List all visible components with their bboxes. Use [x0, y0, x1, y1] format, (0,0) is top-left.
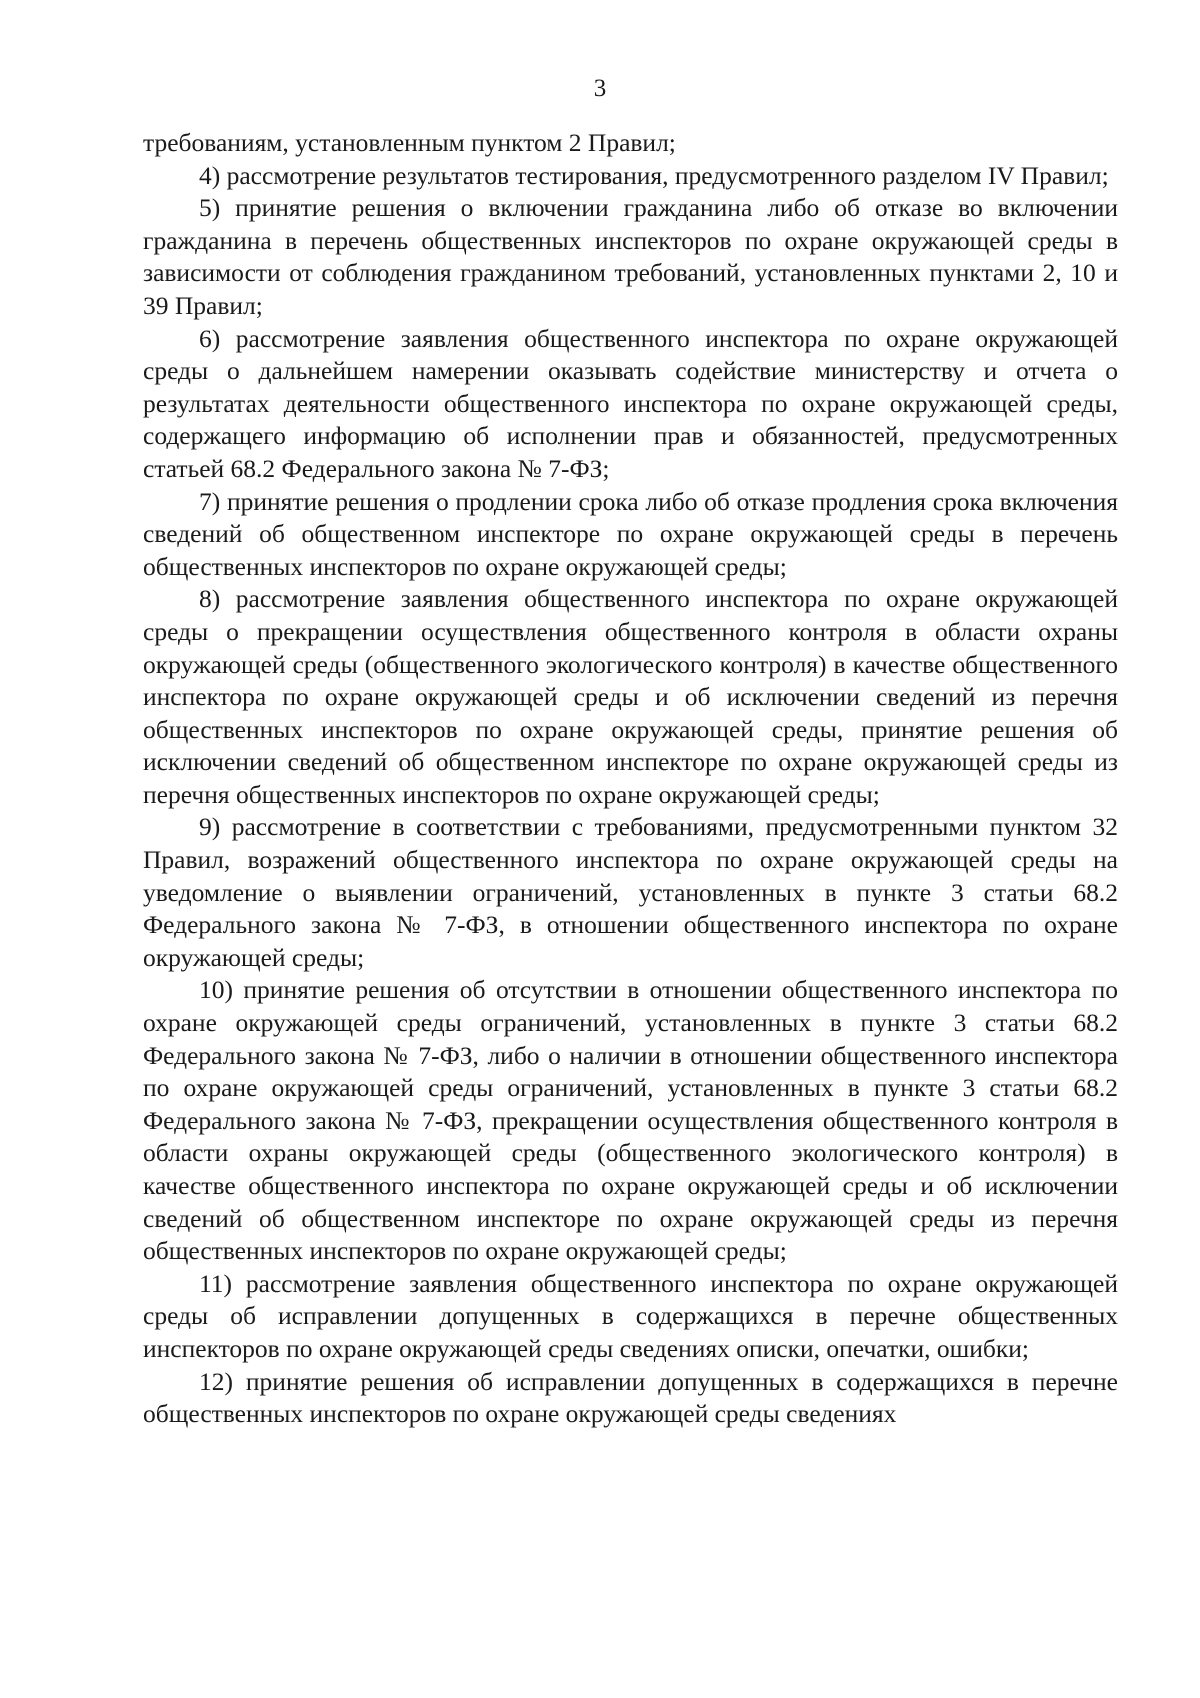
- page-number: 3: [593, 75, 607, 102]
- paragraph-5: 7) принятие решения о продлении срока либо об отказе продления срока включения сведений об общественном инспекторе по охране окружающей среды в перечень общественных инспекторов по охране окружающей среды;: [143, 486, 1118, 581]
- paragraph-10: 12) принятие решения об исправлении допущенных в содержащихся в перечне общественных инспекторов по охране окружающей среды сведениях: [143, 1366, 1118, 1429]
- paragraph-6: 8) рассмотрение заявления общественного инспектора по охране окружающей среды о прекращении осуществления общественного контроля в области охраны окружающей среды (общественного экологического контроля) в качестве общественного инспектора по охране окружающей среды и об исключении сведений из перечня общественных инспекторов по охране окружающей среды, принятие решения об исключении сведений об общественном инспекторе по охране окружающей среды из перечня общественных инспекторов по охране окружающей среды;: [143, 584, 1118, 809]
- paragraph-1: требованиям, установленным пунктом 2 Правил;: [143, 128, 676, 157]
- paragraph-4: 6) рассмотрение заявления общественного инспектора по охране окружающей среды о дальнейшем намерении оказывать содействие министерству и отчета о результатах деятельности общественного инспектора по охране окружающей среды, содержащего информацию об исполнении прав и обязанностей, предусмотренных статьей 68.2 Федерального закона № 7-ФЗ;: [143, 323, 1118, 483]
- paragraph-9: 11) рассмотрение заявления общественного инспектора по охране окружающей среды об исправлении допущенных в содержащихся в перечне общественных инспекторов по охране окружающей среды сведениях описки, опечатки, ошибки;: [143, 1268, 1118, 1363]
- paragraph-7: 9) рассмотрение в соответствии с требованиями, предусмотренными пунктом 32 Правил, возражений общественного инспектора по охране окружающей среды на уведомление о выявлении ограничений, установленных в пункте 3 статьи 68.2 Федерального закона № 7-ФЗ, в отношении общественного инспектора по охране окружающей среды;: [143, 812, 1118, 972]
- paragraph-8: 10) принятие решения об отсутствии в отношении общественного инспектора по охране окружающей среды ограничений, установленных в пункте 3 статьи 68.2 Федерального закона № 7-ФЗ, либо о наличии в отношении общественного инспектора по охране окружающей среды ограничений, установленных в пункте 3 статьи 68.2 Федерального закона № 7-ФЗ, прекращении осуществления общественного контроля в области охраны окружающей среды (общественного экологического контроля) в качестве общественного инспектора по охране окружающей среды и об исключении сведений об общественном инспекторе по охране окружающей среды из перечня общественных инспекторов по охране окружающей среды;: [143, 975, 1118, 1266]
- paragraph-3: 5) принятие решения о включении гражданина либо об отказе во включении гражданина в перечень общественных инспекторов по охране окружающей среды в зависимости от соблюдения гражданином требований, установленных пунктами 2, 10 и 39 Правил;: [143, 193, 1118, 320]
- document-body: [143, 127, 1118, 1431]
- paragraph-2: 4) рассмотрение результатов тестирования, предусмотренного разделом IV Правил;: [199, 160, 1109, 190]
